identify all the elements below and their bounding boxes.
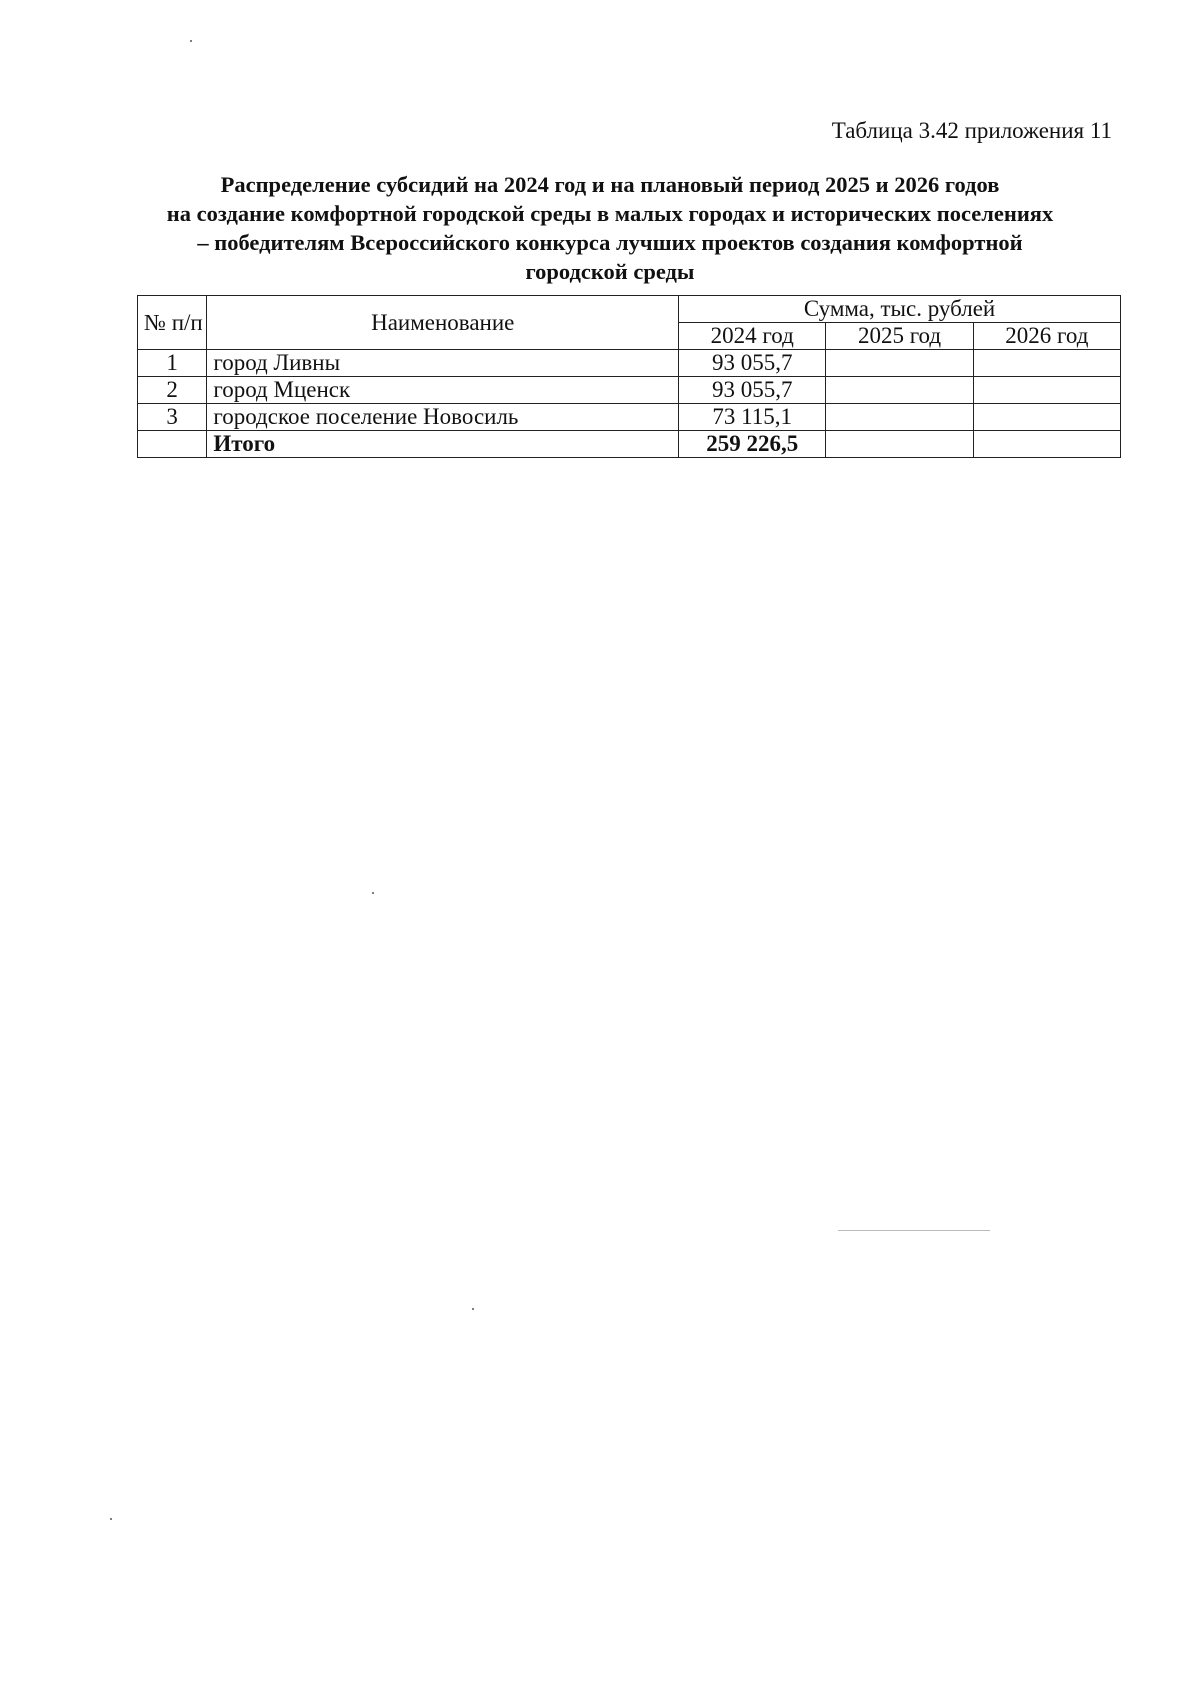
subsidy-table — [137, 295, 1121, 458]
row-name: город Ливны — [207, 350, 679, 377]
row-value-2024: 93 055,7 — [679, 350, 826, 377]
row-value-2026 — [973, 350, 1120, 377]
table-row — [138, 350, 1121, 377]
total-value-2026 — [973, 431, 1120, 458]
total-value-2025 — [826, 431, 973, 458]
row-name: городское поселение Новосиль — [207, 404, 679, 431]
scan-speck — [472, 1308, 474, 1310]
row-value-2026 — [973, 377, 1120, 404]
total-row — [138, 431, 1121, 458]
header-year-2025: 2025 год — [826, 323, 973, 350]
scan-speck — [190, 40, 192, 42]
title-line: городской среды — [525, 259, 695, 284]
row-value-2025 — [826, 350, 973, 377]
row-number: 3 — [138, 404, 207, 431]
table-reference: Таблица 3.42 приложения 11 — [831, 118, 1112, 143]
row-value-2025 — [826, 377, 973, 404]
table-row — [138, 377, 1121, 404]
header-sum: Сумма, тыс. рублей — [679, 296, 1121, 323]
header-number: № п/п — [138, 296, 207, 350]
row-value-2024: 73 115,1 — [679, 404, 826, 431]
header-name: Наименование — [207, 296, 679, 350]
table-row — [138, 404, 1121, 431]
document-title — [130, 170, 1090, 286]
header-year-2024: 2024 год — [679, 323, 826, 350]
title-line: на создание комфортной городской среды в малых городах и исторических поселениях — [166, 201, 1054, 226]
row-value-2026 — [973, 404, 1120, 431]
row-number: 2 — [138, 377, 207, 404]
scan-streak — [838, 1230, 990, 1231]
row-value-2025 — [826, 404, 973, 431]
row-value-2024: 93 055,7 — [679, 377, 826, 404]
title-line: – победителям Всероссийского конкурса лучших проектов создания комфортной — [197, 230, 1023, 255]
scan-speck — [372, 892, 374, 894]
total-number — [138, 431, 207, 458]
table-header-row — [138, 296, 1121, 323]
scan-speck — [110, 1518, 112, 1520]
total-label: Итого — [207, 431, 679, 458]
title-line: Распределение субсидий на 2024 год и на плановый период 2025 и 2026 годов — [220, 172, 1000, 197]
header-year-2026: 2026 год — [973, 323, 1120, 350]
row-number: 1 — [138, 350, 207, 377]
total-value-2024: 259 226,5 — [679, 431, 826, 458]
row-name: город Мценск — [207, 377, 679, 404]
